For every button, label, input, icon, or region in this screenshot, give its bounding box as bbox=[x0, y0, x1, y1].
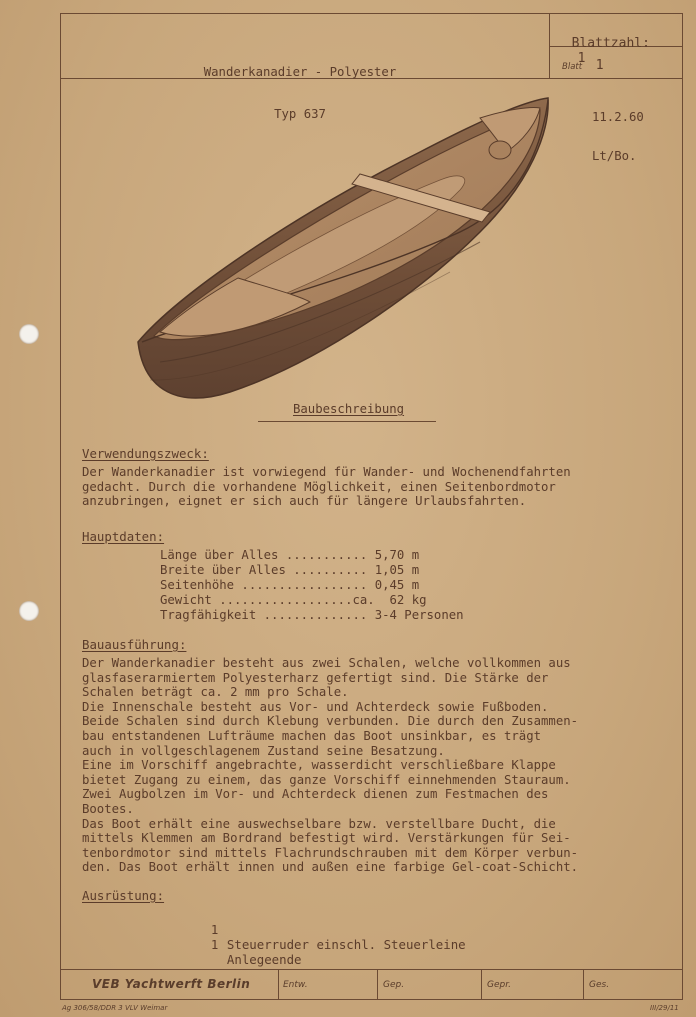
spec-depth: Seitenhöhe ................. 0,45 m bbox=[160, 578, 420, 592]
equipment-item-2 bbox=[196, 922, 302, 967]
footer-gep-label: Gep. bbox=[383, 980, 405, 990]
equipment-qty: 1 bbox=[210, 922, 219, 937]
sheet-count-label: Blattzahl: bbox=[571, 36, 650, 51]
footer-divider-top bbox=[60, 969, 683, 970]
print-code: Ag 306/58/DDR 3 VLV Weimar bbox=[62, 1004, 168, 1012]
equipment-name: Steuerruder einschl. Steuerleine bbox=[226, 937, 466, 952]
spec-width: Breite über Alles .......... 1,05 m bbox=[160, 563, 420, 577]
firm-name: VEB Yachtwerft Berlin bbox=[92, 977, 251, 991]
main-data-heading: Hauptdaten: bbox=[82, 529, 165, 544]
equipment-name: Anlegeende bbox=[226, 952, 302, 967]
form-code: III/29/11 bbox=[650, 1004, 679, 1012]
caption-rule bbox=[258, 421, 436, 422]
sheet-count-value: 1 bbox=[577, 51, 586, 66]
purpose-heading: Verwendungszweck: bbox=[82, 446, 209, 461]
purpose-text: Der Wanderkanadier ist vorwiegend für Wander- und Wochenendfahrten gedacht. Durch die vorhandene Möglichkeit, einen Seitenbordmotor anzubringen, eignet er sich auch für längere Urlaubsfahrten. bbox=[82, 465, 571, 509]
footer-ges-label: Ges. bbox=[589, 980, 610, 990]
spec-capacity: Tragfähigkeit .............. 3-4 Personen bbox=[160, 608, 464, 622]
sheet-value: 1 bbox=[595, 58, 604, 73]
footer-gepr-label: Gepr. bbox=[487, 980, 511, 990]
stamp-date: 11.2.60 bbox=[592, 110, 644, 124]
footer-col-2 bbox=[377, 969, 378, 1000]
canoe-drawing bbox=[120, 92, 560, 410]
construction-text: Der Wanderkanadier besteht aus zwei Schalen, welche vollkommen aus glasfaserarmiertem Polyesterharz gefertigt sind. Die Stärke der Schalen beträgt ca. 2 mm pro Schale. Die Innenschale besteht aus Vor- und Achterdeck sowie Fußboden. Beide Schalen sind durch Klebung verbunden. Die durch den Zusammen- bau entstandenen Lufträume machen das Boot unsinkbar, es trägt auch in vollgeschlagenem Zustand seine Besatzung. Eine im Vorschiff angebrachte, wasserdicht verschließbare Klappe bietet Zugang zu einem, das ganze Vorschiff einnehmenden Stauraum. Zwei Augbolzen im Vor- und Achterdeck dienen zum Festmachen des Bootes. Das Boot erhält eine auswechselbare bzw. verstellbare Ducht, die mittels Klemmen am Bordrand befestigt wird. Verstärkungen für Sei- tenbordmotor sind mittels Flachrundschrauben mit dem Körper verbun- den. Das Boot erhält innen und außen eine farbige Gel-coat-Schicht. bbox=[82, 656, 579, 875]
spec-weight: Gewicht ..................ca. 62 kg bbox=[160, 593, 427, 607]
stamp-initials: Lt/Bo. bbox=[592, 149, 637, 163]
title-line-1: Wanderkanadier - Polyester bbox=[203, 65, 397, 79]
footer-col-1 bbox=[278, 969, 279, 1000]
equipment-qty: 1 bbox=[210, 937, 219, 952]
equipment-heading: Ausrüstung: bbox=[82, 888, 165, 903]
date-stamp bbox=[592, 85, 644, 176]
footer-col-3 bbox=[481, 969, 482, 1000]
punch-hole-lower bbox=[19, 601, 39, 621]
caption: Baubeschreibung bbox=[293, 402, 405, 416]
footer-col-4 bbox=[583, 969, 584, 1000]
spec-length: Länge über Alles ........... 5,70 m bbox=[160, 548, 420, 562]
sheet-number bbox=[562, 54, 604, 73]
sheet-label: Blatt bbox=[562, 62, 583, 72]
punch-hole-upper bbox=[19, 324, 39, 344]
construction-heading: Bauausführung: bbox=[82, 637, 187, 652]
footer-entw-label: Entw. bbox=[283, 980, 308, 990]
title-line-2: Typ 637 bbox=[274, 107, 326, 121]
